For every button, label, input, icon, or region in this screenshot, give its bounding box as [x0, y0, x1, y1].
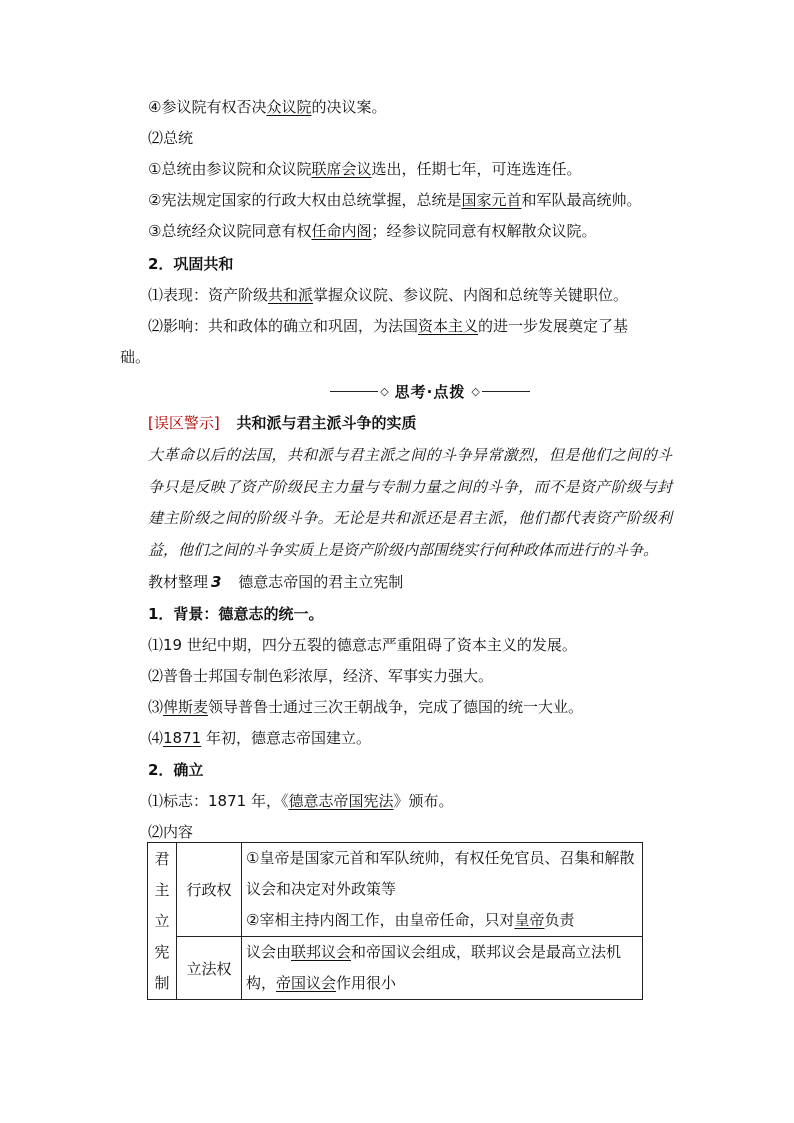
constitution-table	[147, 842, 643, 1000]
text-line: ⑴表现：资产阶级共和派掌握众议院、参议院、内阁和总统等关键职位。	[148, 286, 629, 304]
text-line: ⑵内容	[148, 823, 194, 841]
text-line: ⑴19 世纪中期，四分五裂的德意志严重阻碍了资本主义的发展。	[148, 636, 577, 654]
section-heading: 2．巩固共和	[148, 255, 234, 273]
section3-header: 教材整理 3 德意志帝国的君主立宪制	[148, 573, 404, 591]
section-heading: 2．确立	[148, 761, 204, 779]
text-line: ⑶俾斯麦领导普鲁士通过三次王朝战争，完成了德国的统一大业。	[148, 698, 584, 716]
diamond-icon: ◇	[380, 384, 389, 398]
warning-body: 大革命以后的法国，共和派与君主派之间的斗争异常激烈，但是他们之间的斗争只是反映了资产阶级民主力量与专制力量之间的斗争，而不是资产阶级与封建主阶级之间的阶级斗争。无论是共和派还是君主派，他们都代表资产阶级利益，他们之间的斗争实质上是资产阶级内部围绕实行何种政体而进行的斗争。	[148, 446, 672, 559]
warning-tag: [误区警示]	[148, 414, 220, 432]
text-line: ①总统由参议院和众议院联席会议选出，任期七年，可连选连任。	[148, 160, 582, 178]
text-line: ⑵影响：共和政体的确立和巩固，为法国资本主义的进一步发展奠定了基	[148, 317, 629, 335]
text-line: ④参议院有权否决众议院的决议案。	[148, 98, 387, 116]
diamond-icon: ◇	[471, 384, 480, 398]
vertical-label: 君 主 立 宪 制	[148, 843, 177, 1000]
section-heading: 1．背景：德意志的统一。	[148, 605, 324, 623]
text-line: ⑵总统	[148, 129, 194, 147]
divider-title: 思考·点拨	[394, 382, 466, 401]
text-line: ⑴标志：1871 年，《德意志帝国宪法》颁布。	[148, 792, 454, 810]
divider-rule-left	[330, 391, 378, 392]
table-row	[148, 937, 643, 1000]
warning-title: 共和派与君主派斗争的实质	[236, 414, 417, 432]
warning-header	[148, 412, 708, 434]
table-cell: 议会由联邦议会和帝国议会组成，联邦议会是最高立法机构，帝国议会作用很小	[242, 937, 643, 1000]
text-line: ②宪法规定国家的行政大权由总统掌握，总统是国家元首和军队最高统帅。	[148, 191, 642, 209]
think-divider	[330, 380, 530, 402]
text-line: ⑷1871 年初，德意志帝国建立。	[148, 729, 371, 747]
divider-rule-right	[482, 391, 530, 392]
text-line: ⑵普鲁士邦国专制色彩浓厚，经济、军事实力强大。	[148, 667, 494, 685]
text-line: ③总统经众议院同意有权任命内阁；经参议院同意有权解散众议院。	[148, 222, 597, 240]
table-category: 立法权	[177, 937, 242, 1000]
table-category: 行政权	[177, 843, 242, 937]
table-row	[148, 843, 643, 937]
table-cell: ①皇帝是国家元首和军队统帅，有权任免官员、召集和解散议会和决定对外政策等 ②宰相主持内阁工作，由皇帝任命，只对皇帝负责	[242, 843, 643, 937]
text-line: 础。	[120, 348, 151, 366]
